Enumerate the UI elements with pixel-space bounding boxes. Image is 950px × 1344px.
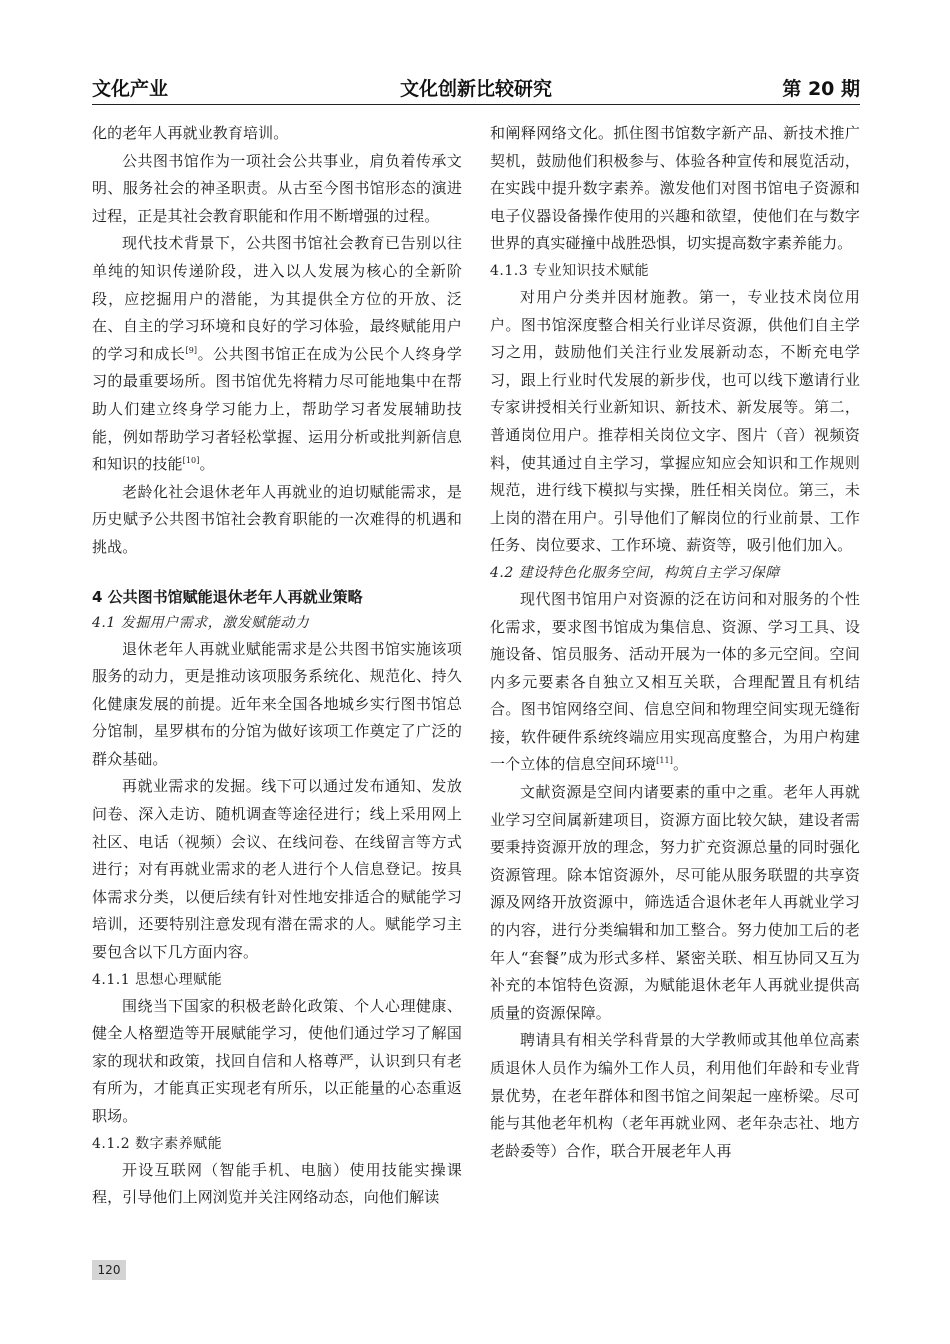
subsubsection-heading: 4.1.1 思想心理赋能 xyxy=(92,971,223,988)
paragraph: 再就业需求的发掘。线下可以通过发布通知、发放问卷、深入走访、随机调查等途径进行；线上采用网上社区、电话（视频）会议、在线问卷、在线留言等方式进行；对有再就业需求的老人进行个人信息登记。按具体需求分类，以便后续有针对性地安排适合的赋能学习培训，还要特别注意发现有潜在需求的人。赋能学习主要包含以下几方面内容。 xyxy=(92,777,462,962)
paragraph: 对用户分类并因材施教。第一，专业技术岗位用户。图书馆深度整合相关行业详尽资源，供他们自主学习之用，鼓励他们关注行业发展新动态，不断充电学习，跟上行业时代发展的新步伐，也可以线下邀请行业专家讲授相关行业新知识、新技术、新发展等。第二，普通岗位用户。推荐相关岗位文字、图片（音）视频资料，使其通过自主学习，掌握应知应会知识和工作规则规范，进行线下模拟与实操，胜任相关岗位。第三，未上岗的潜在用户。引导他们了解岗位的行业前景、工作任务、岗位要求、工作环境、薪资等，吸引他们加入。 xyxy=(490,287,860,555)
paragraph-text: 现代技术背景下，公共图书馆社会教育已告别以往单纯的知识传递阶段，进入以人发展为核心的全新阶段，应挖掘用户的潜能，为其提供全方位的开放、泛在、自主的学习环境和良好的学习体验，最终赋能用户的学习和成长 xyxy=(92,234,462,363)
paragraph-text: 。公共图书馆正在成为公民个人终身学习的最重要场所。图书馆优先将精力尽可能地集中在帮助人们建立终身学习能力上，帮助学习者发展辅助技能，例如帮助学习者轻松掌握、运用分析或批判新信息和知识的技能 xyxy=(92,344,462,474)
header-section-name: 文化产业 xyxy=(92,78,169,100)
paragraph: 围绕当下国家的积极老龄化政策、个人心理健康、健全人格塑造等开展赋能学习，使他们通过学习了解国家的现状和政策，找回自信和人格尊严，认识到只有老有所为，才能真正实现老有所乐，以正能量的心态重返职场。 xyxy=(92,996,462,1125)
paragraph-text: 。 xyxy=(199,455,215,474)
citation-ref: [9] xyxy=(185,345,198,355)
paragraph: 聘请具有相关学科背景的大学教师或其他单位高素质退休人员作为编外工作人员，利用他们年龄和专业背景优势，在老年群体和图书馆之间架起一座桥梁。尽可能与其他老年机构（老年再就业网、老年杂志社、地方老龄委等）合作，联合开展老年人再 xyxy=(490,1031,860,1160)
right-column xyxy=(490,120,860,1165)
paragraph: 开设互联网（智能手机、电脑）使用技能实操课程，引导他们上网浏览并关注网络动态，向他们解读 xyxy=(92,1160,462,1207)
citation-ref: [10] xyxy=(182,456,200,466)
paragraph: 和阐释网络文化。抓住图书馆数字新产品、新技术推广契机，鼓励他们积极参与、体验各种宣传和展览活动，在实践中提升数字素养。激发他们对图书馆电子资源和电子仪器设备操作使用的兴趣和欲望，使他们在与数字世界的真实碰撞中战胜恐惧，切实提高数字素养能力。 xyxy=(490,124,860,253)
paragraph: 化的老年人再就业教育培训。 xyxy=(92,124,289,142)
paragraph: 老龄化社会退休老年人再就业的迫切赋能需求，是历史赋予公共图书馆社会教育职能的一次难得的机遇和挑战。 xyxy=(92,482,462,556)
subsubsection-heading: 4.1.3 专业知识技术赋能 xyxy=(490,262,650,279)
header-issue-number: 第 20 期 xyxy=(782,78,860,100)
paragraph: 退休老年人再就业赋能需求是公共图书馆实施该项服务的动力，更是推动该项服务系统化、规范化、持久化健康发展的前提。近年来全国各地城乡实行图书馆总分馆制，星罗棋布的分馆为做好该项工作奠定了广泛的群众基础。 xyxy=(92,639,462,768)
page-number: 120 xyxy=(92,1260,126,1280)
paragraph: 公共图书馆作为一项社会公共事业，肩负着传承文明、服务社会的神圣职责。从古至今图书馆形态的演进过程，正是其社会教育职能和作用不断增强的过程。 xyxy=(92,151,462,225)
paragraph: 文献资源是空间内诸要素的重中之重。老年人再就业学习空间属新建项目，资源方面比较欠缺，建设者需要秉持资源开放的理念，努力扩充资源总量的同时强化资源管理。除本馆资源外，尽可能从服务联盟的共享资源及网络开放资源中，筛选适合退休老年人再就业学习的内容，进行分类编辑和加工整合。努力使加工后的老年人“套餐”成为形式多样、紧密关联、相互协同又互为补充的本馆特色资源，为赋能退休老年人再就业提供高质量的资源保障。 xyxy=(490,783,860,1022)
header-journal-title: 文化创新比较研究 xyxy=(399,78,552,100)
left-column xyxy=(92,120,462,1212)
running-header xyxy=(92,76,860,106)
subsection-heading: 4.1 发掘用户需求，激发赋能动力 xyxy=(92,614,310,631)
paragraph-text: 现代图书馆用户对资源的泛在访问和对服务的个性化需求，要求图书馆成为集信息、资源、学习工具、设施设备、馆员服务、活动开展为一体的多元空间。空间内多元要素各自独立又相互关联，合理配置且有机结合。图书馆网络空间、信息空间和物理空间实现无缝衔接，软件硬件系统终端应用实现高度整合，为用户构建一个立体的信息空间环境 xyxy=(490,589,860,774)
header-rule xyxy=(92,104,860,105)
section-heading: 4 公共图书馆赋能退休老年人再就业策略 xyxy=(92,587,363,606)
citation-ref: [11] xyxy=(656,756,673,766)
paragraph-text: 。 xyxy=(672,755,689,774)
paragraph xyxy=(490,586,860,779)
subsection-heading: 4.2 建设特色化服务空间，构筑自主学习保障 xyxy=(490,564,780,581)
subsubsection-heading: 4.1.2 数字素养赋能 xyxy=(92,1135,223,1152)
paragraph xyxy=(92,230,462,478)
